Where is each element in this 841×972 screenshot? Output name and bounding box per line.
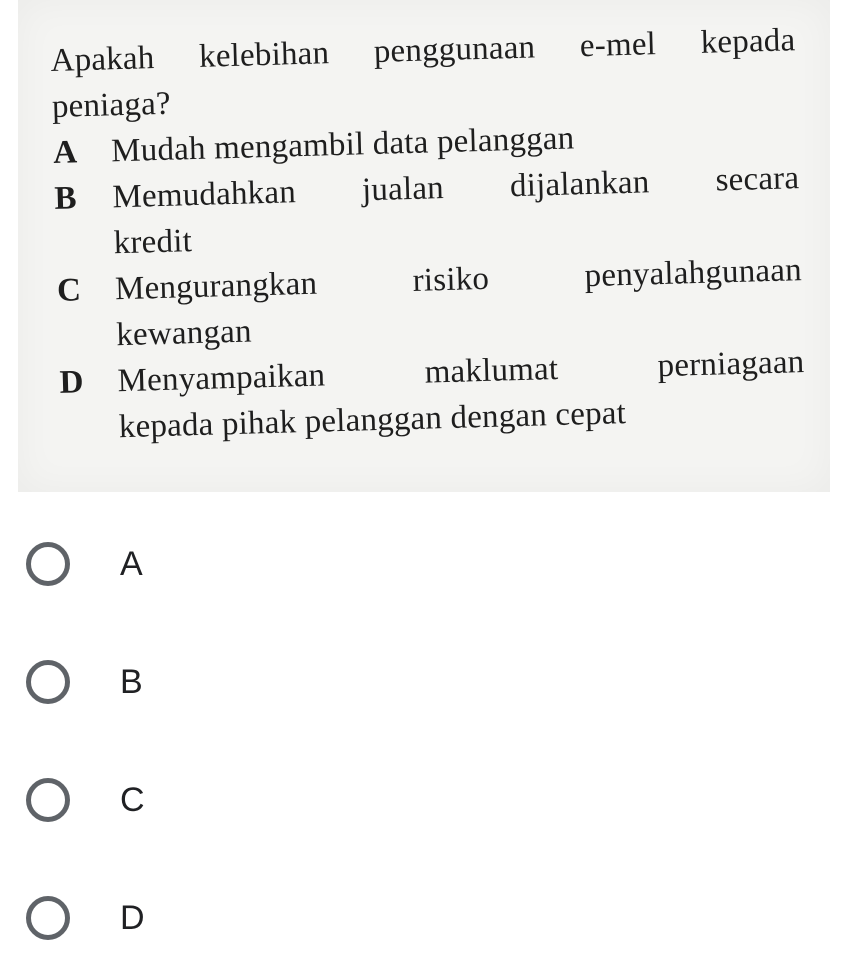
radio-button-icon[interactable] [26, 778, 70, 822]
option-word: secara [715, 160, 800, 199]
choice-c[interactable] [26, 770, 145, 830]
choice-a[interactable] [26, 534, 143, 594]
option-word: Menyampaikan [117, 357, 326, 400]
option-word: maklumat [424, 350, 559, 391]
stem-word: kelebihan [198, 35, 330, 75]
option-word: jualan [361, 170, 445, 209]
question-image [18, 0, 830, 492]
option-letter: D [59, 364, 85, 401]
choice-d[interactable] [26, 888, 145, 948]
option-line: kredit [113, 223, 193, 262]
option-line: kepada pihak pelanggan dengan cepat [118, 395, 627, 446]
radio-button-icon[interactable] [26, 660, 70, 704]
choice-b[interactable] [26, 652, 143, 712]
option-letter: B [53, 180, 78, 217]
option-letter: A [52, 134, 78, 171]
option-word: penyalahgunaan [584, 252, 803, 295]
option-letter: C [56, 272, 82, 309]
option-line: kewangan [115, 313, 253, 354]
stem-word: Apakah [50, 40, 155, 79]
stem-word: e-mel [579, 26, 657, 65]
choice-label: A [120, 544, 143, 583]
stem-word: kepada [700, 22, 796, 61]
option-text: Mudah mengambil data pelanggan [110, 120, 575, 170]
option-word: Memudahkan [111, 174, 297, 216]
choice-label: C [120, 780, 145, 819]
choice-label: D [120, 898, 145, 937]
option-word: dijalankan [509, 164, 650, 205]
question-option-d [59, 339, 806, 452]
stem-word: penggunaan [373, 29, 536, 70]
option-word: Mengurangkan [114, 265, 318, 308]
option-word: perniagaan [657, 344, 805, 385]
radio-button-icon[interactable] [26, 542, 70, 586]
choice-label: B [120, 662, 143, 701]
question-stem-line-2: peniaga? [51, 85, 172, 125]
radio-button-icon[interactable] [26, 896, 70, 940]
question-text [50, 17, 806, 452]
option-text [117, 339, 806, 450]
option-word: risiko [412, 260, 490, 299]
